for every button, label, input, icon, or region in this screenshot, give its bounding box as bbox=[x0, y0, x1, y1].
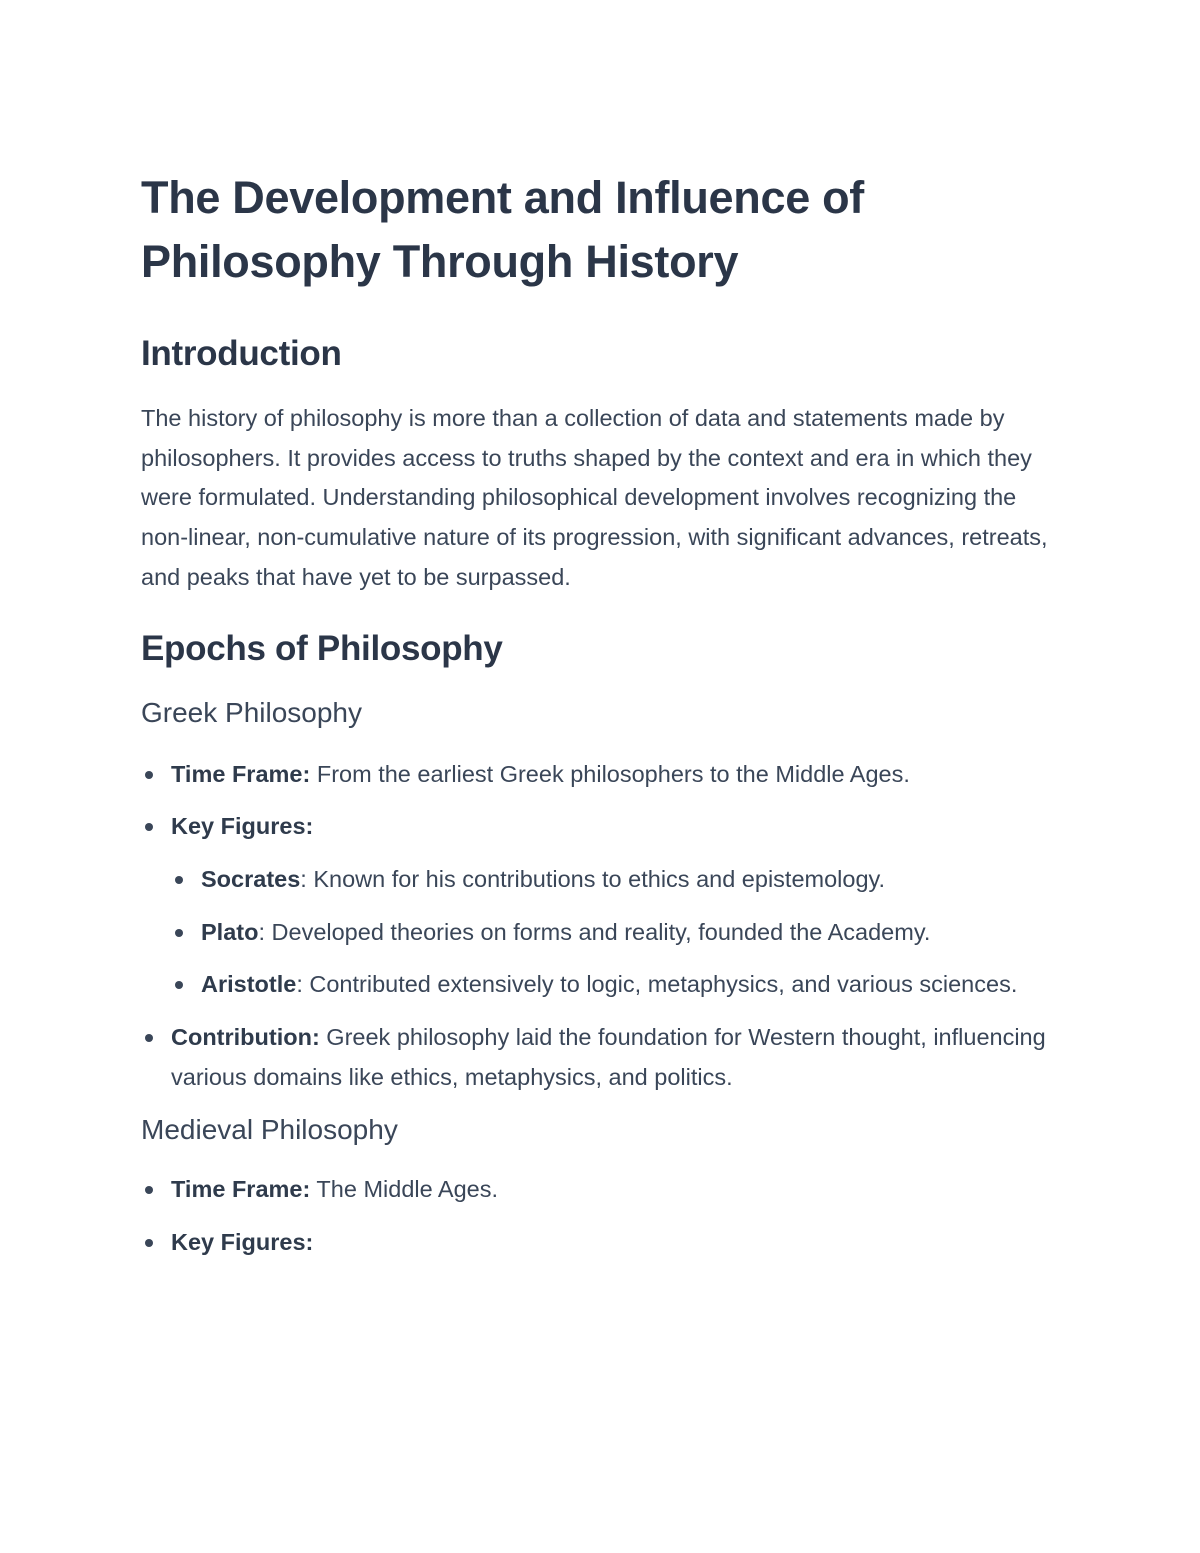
greek-philosophy-list bbox=[141, 755, 1066, 1098]
introduction-paragraph: The history of philosophy is more than a collection of data and statements made by philosophers. It provides access to truths shaped by the context and era in which they were formulated. Understanding philosophical development involves recognizing the non-linear, non-cumulative nature of its progression, with significant advances, retreats, and peaks that have yet to be surpassed. bbox=[141, 405, 1048, 590]
list-item bbox=[141, 1170, 1066, 1210]
bullet-icon bbox=[145, 771, 153, 779]
key-figures-list bbox=[171, 860, 1066, 1005]
figure-description: : Developed theories on forms and reality, founded the Academy. bbox=[258, 918, 931, 945]
contribution-text: Greek philosophy laid the foundation for Western thought, influencing various domains like ethics, metaphysics, and politics. bbox=[171, 1024, 1046, 1090]
list-item bbox=[141, 755, 1066, 795]
bullet-icon bbox=[145, 1186, 153, 1194]
figure-description: : Known for his contributions to ethics and epistemology. bbox=[300, 865, 886, 892]
bullet-icon bbox=[175, 981, 183, 989]
epochs-heading: Epochs of Philosophy bbox=[141, 628, 503, 668]
time-frame-text: The Middle Ages. bbox=[310, 1176, 499, 1203]
figure-name: Socrates bbox=[201, 865, 301, 892]
list-item bbox=[171, 860, 1066, 900]
list-item bbox=[171, 913, 1066, 953]
medieval-philosophy-heading: Medieval Philosophy bbox=[141, 1114, 398, 1146]
document-page bbox=[141, 166, 1066, 1263]
time-frame-label: Time Frame: bbox=[171, 1176, 311, 1203]
bullet-icon bbox=[175, 929, 183, 937]
bullet-icon bbox=[145, 1239, 153, 1247]
time-frame-label: Time Frame: bbox=[171, 760, 311, 787]
figure-name: Aristotle bbox=[201, 971, 297, 998]
contribution-label: Contribution: bbox=[171, 1024, 320, 1051]
time-frame-text: From the earliest Greek philosophers to the Middle Ages. bbox=[310, 760, 910, 787]
bullet-icon bbox=[175, 876, 183, 884]
bullet-icon bbox=[145, 1034, 153, 1042]
document-title: The Development and Influence of Philosophy Through History bbox=[141, 172, 864, 287]
greek-philosophy-heading: Greek Philosophy bbox=[141, 696, 363, 728]
list-item bbox=[141, 1223, 1066, 1263]
list-item bbox=[141, 1018, 1066, 1097]
key-figures-label: Key Figures: bbox=[171, 1229, 314, 1256]
list-item bbox=[141, 807, 1066, 1005]
figure-name: Plato bbox=[201, 918, 259, 945]
figure-description: : Contributed extensively to logic, metaphysics, and various sciences. bbox=[296, 971, 1018, 998]
list-item bbox=[171, 965, 1066, 1005]
bullet-icon bbox=[145, 823, 153, 831]
introduction-heading: Introduction bbox=[141, 334, 342, 373]
medieval-philosophy-list bbox=[141, 1170, 1066, 1262]
key-figures-label: Key Figures: bbox=[171, 813, 314, 840]
